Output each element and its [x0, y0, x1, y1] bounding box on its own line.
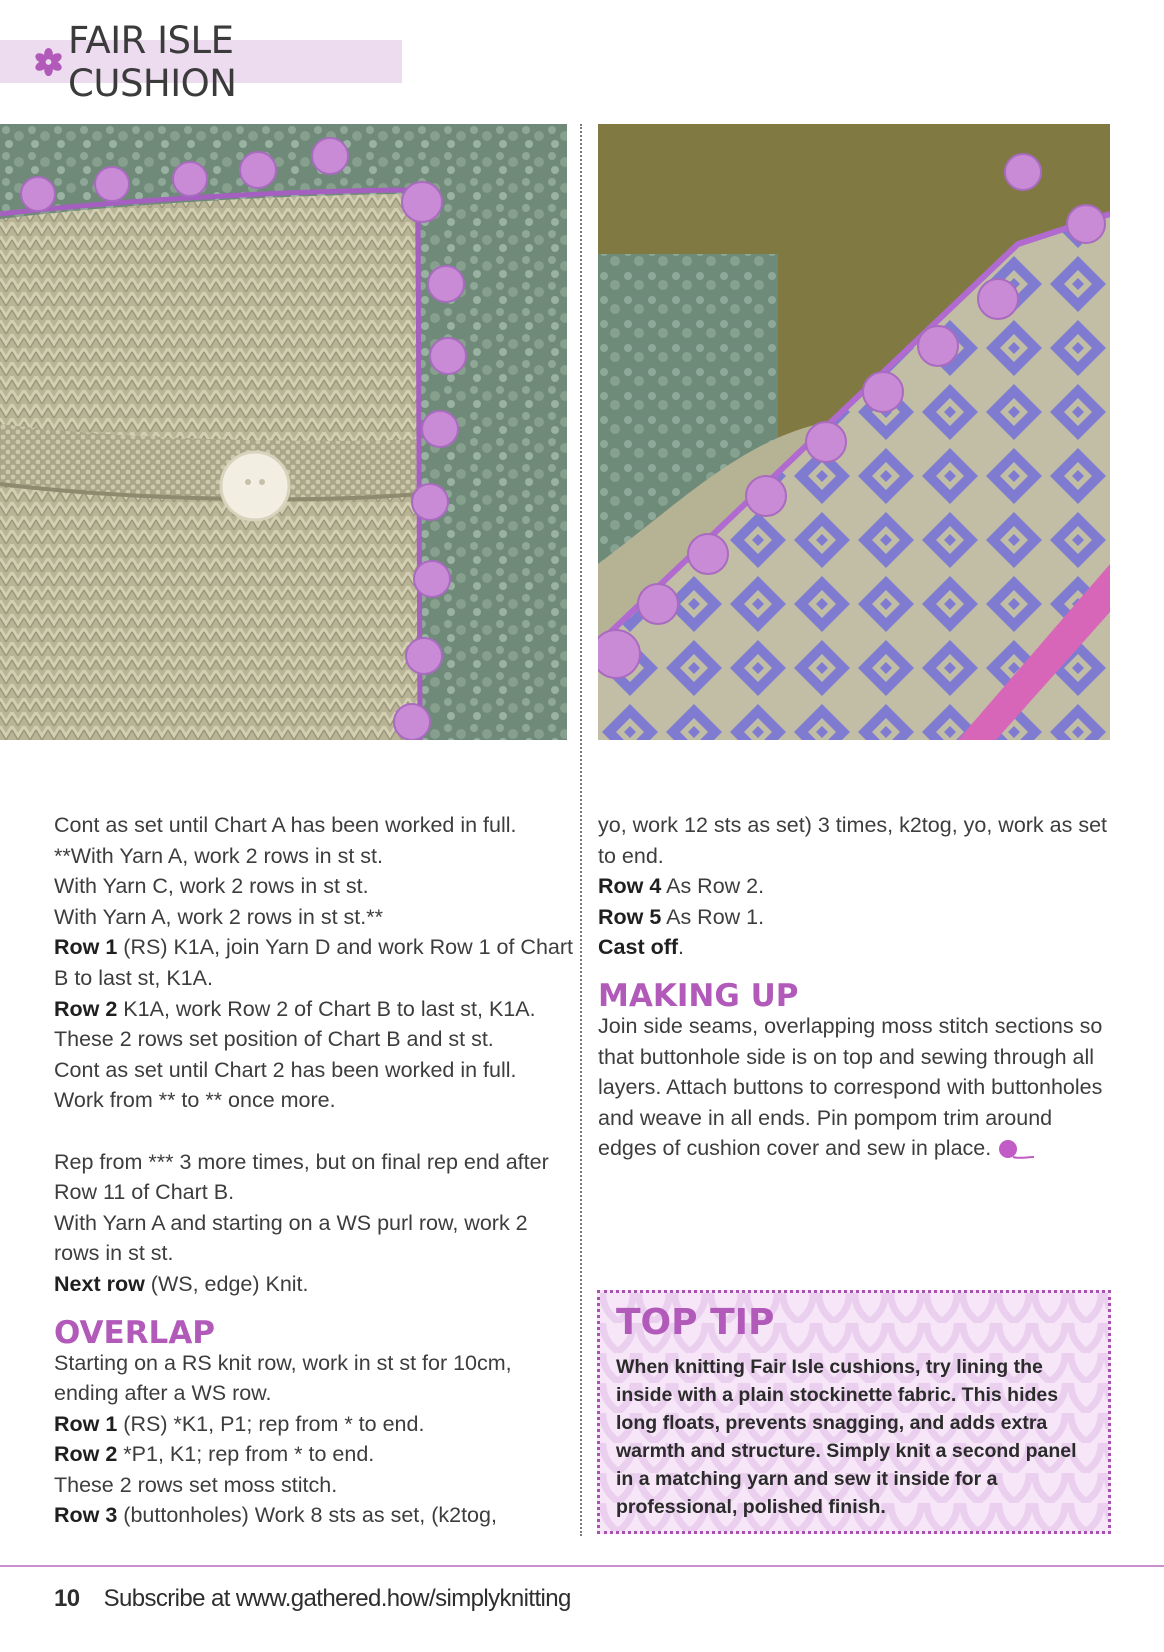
making-up-text: Join side seams, overlapping moss stitch sections so that buttonhole side is on top and sewing through all layers. Attach buttons to correspond with buttonholes and weave in all ends. Pin pompom trim around edges of cushion cover and sew in place.: [598, 1013, 1103, 1161]
row-instruction: Row 4 As Row 2.: [598, 874, 765, 899]
footer: [54, 1585, 571, 1613]
fairisle-detail-photo: [598, 124, 1110, 740]
text-line: These 2 rows set position of Chart B and st st.: [54, 1027, 494, 1052]
page-number: 10: [54, 1585, 80, 1612]
row-label: Row 2: [54, 1442, 118, 1467]
row-label: Row 4: [598, 874, 662, 899]
text-line: With Yarn C, work 2 rows in st st.: [54, 874, 369, 899]
row-label: Row 1: [54, 935, 118, 960]
top-tip-box: [597, 1290, 1111, 1534]
making-up-heading: MAKING UP: [598, 977, 799, 1014]
instructions-column-right: [598, 810, 1110, 1164]
row-instruction: Row 5 As Row 1.: [598, 904, 765, 929]
text-line: Work from ** to ** once more.: [54, 1088, 336, 1113]
row-instruction: Row 3 (buttonholes) Work 8 sts as set, (k2tog,: [54, 1503, 497, 1528]
text-paragraph: With Yarn A and starting on a WS purl row, work 2 rows in st st.: [54, 1210, 528, 1266]
flower-icon: [34, 47, 63, 77]
row-label: Next row: [54, 1271, 145, 1296]
subscribe-link[interactable]: Subscribe at www.gathered.how/simplyknitting: [103, 1585, 571, 1612]
row-instruction: Row 1 (RS) *K1, P1; rep from * to end.: [54, 1411, 425, 1436]
section-banner: [0, 18, 402, 105]
text-line: Cont as set until Chart 2 has been worked in full.: [54, 1057, 517, 1082]
row-label: Row 2: [54, 996, 118, 1021]
text-line: With Yarn A, work 2 rows in st st.**: [54, 904, 383, 929]
row-instruction: Row 2 *P1, K1; rep from * to end.: [54, 1442, 375, 1467]
footer-rule: [0, 1565, 1164, 1567]
column-divider: [580, 124, 582, 1536]
text-paragraph: Rep from *** 3 more times, but on final rep end after Row 11 of Chart B.: [54, 1149, 549, 1205]
text-paragraph: yo, work 12 sts as set) 3 times, k2tog, yo, work as set to end.: [598, 813, 1108, 868]
row-label: Row 5: [598, 904, 662, 929]
text-paragraph: Starting on a RS knit row, work in st st for 10cm, ending after a WS row.: [54, 1350, 512, 1406]
top-tip-body: When knitting Fair Isle cushions, try lining the inside with a plain stockinette fabric. This hides long floats, prevents snagging, and adds extra warmth and structure. Simply knit a second panel in a matching yarn and sew it inside for a professional, polished finish.: [616, 1356, 1077, 1518]
cushion-back-photo: [0, 124, 567, 740]
overlap-heading: OVERLAP: [54, 1314, 216, 1351]
row-instruction: Next row (WS, edge) Knit.: [54, 1271, 309, 1296]
page-title: FAIR ISLE CUSHION: [68, 18, 237, 105]
row-label: Row 1: [54, 1411, 118, 1436]
top-tip-title: TOP TIP: [616, 1302, 775, 1343]
yarn-ball-end-icon: [997, 1139, 1035, 1161]
text-line: These 2 rows set moss stitch.: [54, 1472, 338, 1497]
cast-off-line: Cast off.: [598, 935, 685, 960]
text-line: Cont as set until Chart A has been worked in full.: [54, 813, 517, 837]
row-instruction: Row 1 (RS) K1A, join Yarn D and work Row 1 of Chart B to last st, K1A.: [54, 935, 573, 990]
row-instruction: Row 2 K1A, work Row 2 of Chart B to last st, K1A.: [54, 996, 536, 1021]
instructions-column-left: [54, 810, 574, 1531]
row-label: Row 3: [54, 1503, 118, 1528]
text-line: **With Yarn A, work 2 rows in st st.: [54, 843, 383, 868]
